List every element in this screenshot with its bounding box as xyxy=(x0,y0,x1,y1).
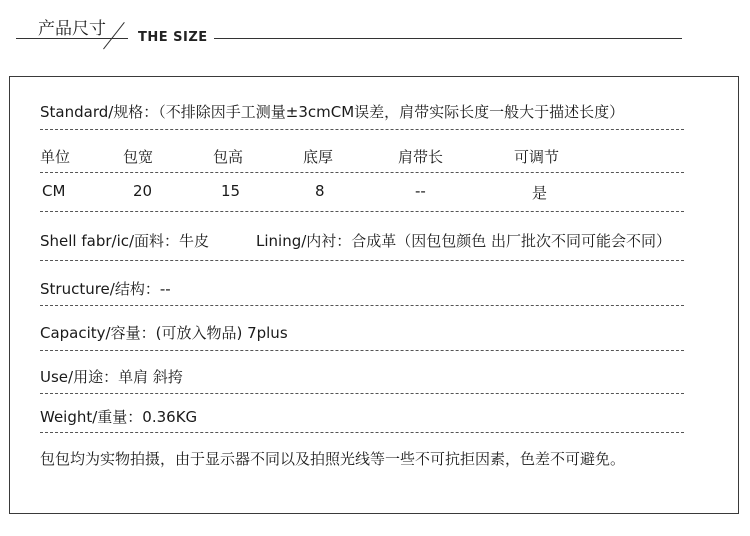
weight-line: Weight/重量：0.36KG xyxy=(40,408,198,426)
use-line: Use/用途：单肩 斜挎 xyxy=(40,368,183,386)
divider xyxy=(40,393,684,394)
header-unit: 单位 xyxy=(40,148,71,166)
divider xyxy=(40,211,684,212)
divider xyxy=(40,172,684,173)
header-width: 包宽 xyxy=(123,148,154,166)
divider xyxy=(40,260,684,261)
capacity-line: Capacity/容量：(可放入物品) 7plus xyxy=(40,324,288,342)
header-slash xyxy=(103,22,125,49)
value-height: 15 xyxy=(221,182,241,200)
lining-line: Lining/内衬：合成革（因包包颜色 出厂批次不同可能会不同） xyxy=(256,232,672,250)
header-title-en: THE SIZE xyxy=(138,30,208,45)
header-title-cn: 产品尺寸 xyxy=(38,19,106,39)
divider xyxy=(40,129,684,130)
header-rule-right xyxy=(214,38,682,39)
header-depth: 底厚 xyxy=(303,148,334,166)
divider xyxy=(40,350,684,351)
structure-line: Structure/结构：-- xyxy=(40,280,171,298)
value-adjustable: 是 xyxy=(532,184,548,202)
header-adjustable: 可调节 xyxy=(514,148,560,166)
divider xyxy=(40,305,684,306)
standard-line: Standard/规格：（不排除因手工测量±3cmCM误差，肩带实际长度一般大于描述长度） xyxy=(40,103,625,121)
value-unit: CM xyxy=(42,182,66,200)
disclaimer-note: 包包均为实物拍摄，由于显示器不同以及拍照光线等一些不可抗拒因素，色差不可避免。 xyxy=(40,450,626,468)
shell-fabric-line: Shell fabr/ic/面料：牛皮 xyxy=(40,232,210,250)
header-strap: 肩带长 xyxy=(398,148,444,166)
value-width: 20 xyxy=(133,182,153,200)
header-height: 包高 xyxy=(213,148,244,166)
divider xyxy=(40,432,684,433)
value-depth: 8 xyxy=(315,182,325,200)
value-strap: -- xyxy=(415,182,426,200)
